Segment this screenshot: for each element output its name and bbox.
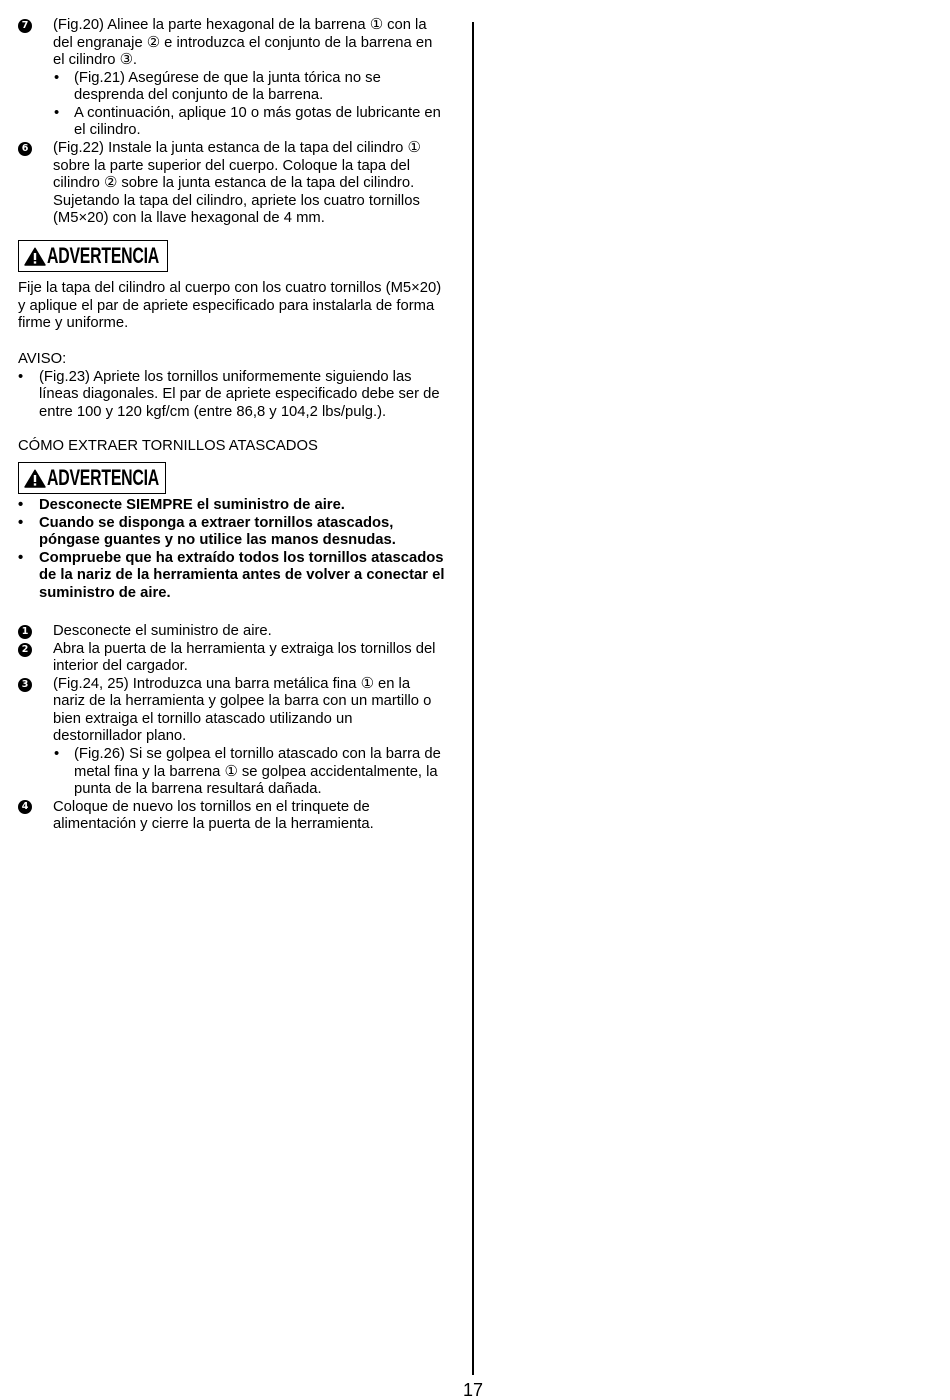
step-4 [18, 799, 448, 834]
warning-triangle-icon [24, 469, 46, 488]
column-divider [472, 22, 474, 1375]
warning-triangle-icon [24, 247, 46, 266]
notice-section [18, 351, 448, 421]
step-2 [18, 641, 448, 676]
step-number-badge: 4 [18, 800, 32, 814]
sub-bullet-item [53, 70, 448, 105]
bullet-text: • (Fig.23) Apriete los tornillos uniformemente siguiendo las líneas diagonales. El par de apriete especificado debe ser de entre 100 y 120 kgf/cm (entre 86,8 y 104,2 lbs/pulg.). [39, 368, 440, 420]
page-number: 17 [462, 1380, 484, 1400]
notice-label: AVISO: [18, 351, 67, 368]
step-number-badge: 6 [18, 142, 32, 156]
bullet-text: • Cuando se disponga a extraer tornillos atascados, póngase guantes y no utilice las manos desnudas. [39, 514, 396, 549]
step-text: (Fig.20) Alinee la parte hexagonal de la barrena ① con la del engranaje ② e introduzca el conjunto de la barrena en el cilindro ③. [53, 17, 433, 69]
step-1 [18, 623, 448, 641]
bullet-item [18, 515, 448, 550]
heading-text: CÓMO EXTRAER TORNILLOS ATASCADOS [18, 438, 318, 455]
warning-bullets [18, 497, 448, 602]
step-6 [18, 140, 448, 228]
step-7 [18, 17, 448, 140]
warning-box [18, 462, 166, 494]
step-text: (Fig.22) Instale la junta estanca de la tapa del cilindro ① sobre la parte superior del cuerpo. Coloque la tapa del cilindro ② sobre la junta estanca de la tapa del cilindro. Sujetando la tapa del cilindro, apriete los cuatro tornillos (M5×20) con la llave hexagonal de 4 mm. [53, 140, 421, 227]
bullet-item [18, 550, 448, 603]
bullet-text: • Compruebe que ha extraído todos los tornillos atascados de la nariz de la herramienta antes de volver a conectar el suministro de aire. [39, 549, 445, 601]
assembly-steps [18, 17, 448, 228]
step-text: (Fig.24, 25) Introduzca una barra metálica fina ① en la nariz de la herramienta y golpee la barra con un martillo o bien extraiga el tornillo atascado utilizando un destornillador plano. [53, 675, 432, 745]
paragraph-text: Fije la tapa del cilindro al cuerpo con los cuatro tornillos (M5×20) y aplique el par de apriete especificado para instalarla de forma firme y uniforme. [18, 280, 442, 332]
step-number-badge: 7 [18, 19, 32, 33]
sub-bullet-item [53, 746, 448, 799]
bullet-item [18, 497, 448, 515]
step-text: Desconecte el suministro de aire. [53, 623, 272, 640]
section-heading [18, 438, 448, 456]
sub-bullet-text: • (Fig.26) Si se golpea el tornillo atascado con la barra de metal fina y la barrena ① se golpea accidentalmente, la punta de la barrena resultará dañada. [74, 746, 441, 798]
step-number-badge: 1 [18, 625, 32, 639]
sub-bullet-text: • (Fig.21) Asegúrese de que la junta tórica no se desprenda del conjunto de la barrena. [74, 69, 381, 104]
step-number-badge: 3 [18, 678, 32, 692]
bullet-text: • Desconecte SIEMPRE el suministro de aire. [39, 497, 345, 514]
warning-box [18, 240, 168, 272]
step-3 [18, 676, 448, 799]
cylinder-cap-note [18, 280, 448, 333]
bullet-item [18, 369, 448, 422]
sub-bullet-item [53, 105, 448, 140]
step-text: Abra la puerta de la herramienta y extraiga los tornillos del interior del cargador. [53, 640, 436, 675]
sub-bullet-text: • A continuación, aplique 10 o más gotas de lubricante en el cilindro. [74, 104, 441, 139]
jam-removal-steps [18, 623, 448, 834]
step-number-badge: 2 [18, 643, 32, 657]
warning-label: ADVERTENCIA [47, 465, 160, 490]
step-text: Coloque de nuevo los tornillos en el trinquete de alimentación y cierre la puerta de la herramienta. [53, 798, 374, 833]
warning-label: ADVERTENCIA [47, 243, 160, 268]
